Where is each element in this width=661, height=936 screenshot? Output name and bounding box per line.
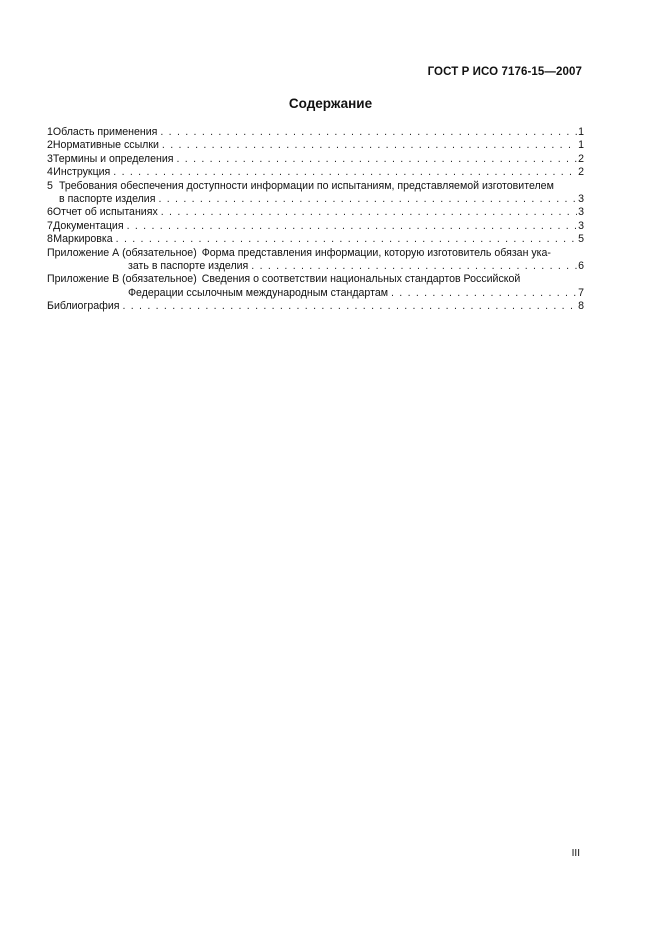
toc-entry-number: 7 [47,219,53,232]
leader-dots [162,139,577,152]
leader-dots [160,126,577,139]
page-number: III [571,848,580,859]
toc-entry-title: Инструкция [53,166,111,179]
toc-entry-4[interactable] [47,166,584,179]
leader-dots [122,300,577,313]
leader-dots [116,233,577,246]
appendix-title-cont: Федерации ссылочным международным стандартам [128,286,388,299]
toc-entry-page: 1 [578,126,584,138]
toc-appendix-a[interactable] [47,247,584,274]
leader-dots [113,166,577,179]
toc-entry-2[interactable] [47,139,584,152]
toc-entry-number: 6 [47,206,53,219]
appendix-label: Приложение В (обязательное) [47,273,197,286]
toc-entry-number: 1 [47,126,53,138]
appendix-title: Форма представления информации, которую изготовитель обязан ука- [201,246,551,259]
leader-dots [391,287,577,300]
toc-entry-3[interactable] [47,153,584,166]
leader-dots [177,153,578,166]
appendix-page: 6 [578,260,584,273]
toc-entry-title: Отчет об испытаниях [52,206,158,219]
appendix-label: Приложение А (обязательное) [47,246,197,259]
toc-entry-7[interactable] [47,220,584,233]
leader-dots [127,220,578,233]
document-code: ГОСТ Р ИСО 7176-15—2007 [427,66,582,78]
toc-entry-1[interactable] [47,126,584,139]
appendix-title-cont: зать в паспорте изделия [128,260,249,273]
bibliography-page: 8 [578,300,584,313]
toc-entry-title: Требования обеспечения доступности информации по испытаниям, представляемой изготовителем [59,179,554,192]
toc-entry-title-cont: в паспорте изделия [59,193,156,206]
toc-entry-page: 3 [578,206,584,219]
toc-entry-title: Маркировка [53,233,113,246]
leader-dots [251,260,577,273]
toc-entry-title: Документация [53,219,124,232]
toc-entry-page: 5 [578,233,584,246]
leader-dots [161,206,577,219]
toc-title: Содержание [288,96,373,111]
toc-entry-page: 3 [578,219,584,232]
toc-appendix-b[interactable] [47,273,584,300]
toc-entry-page: 2 [578,166,584,179]
toc-entry-title: Область применения [52,126,158,138]
appendix-title: Сведения о соответствии национальных стандартов Российской [201,273,521,286]
toc-entry-8[interactable] [47,233,584,246]
toc-entry-6[interactable] [47,206,584,219]
appendix-page: 7 [578,286,584,299]
toc-entry-title: Нормативные ссылки [52,139,159,152]
toc-entry-page: 1 [578,139,584,152]
leader-dots [158,193,577,206]
table-of-contents [47,126,584,314]
toc-bibliography[interactable] [47,300,584,313]
toc-entry-number: 3 [47,152,53,165]
toc-entry-page: 2 [578,152,584,165]
toc-entry-number: 5 [47,179,53,192]
toc-entry-number: 8 [47,233,53,246]
toc-entry-number: 2 [47,139,53,152]
toc-entry-number: 4 [47,166,53,179]
toc-entry-5[interactable] [47,180,584,207]
toc-entry-title: Термины и определения [52,152,174,165]
bibliography-label: Библиография [47,300,120,313]
toc-entry-page: 3 [578,193,584,206]
